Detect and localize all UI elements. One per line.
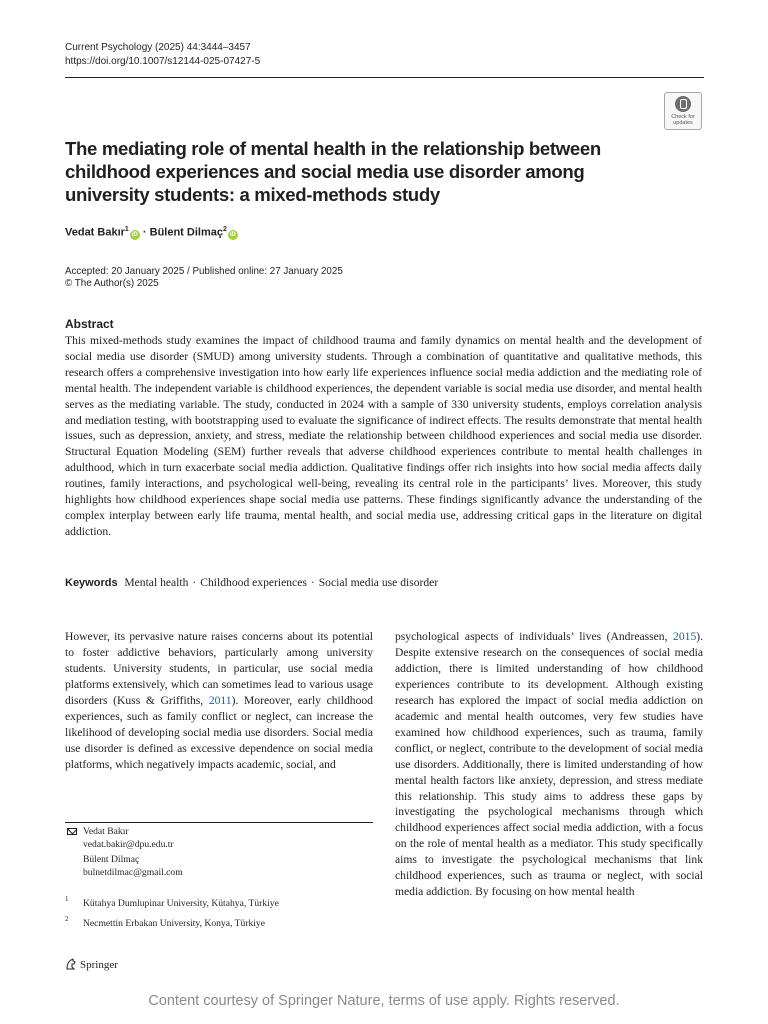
affiliation-text: Kütahya Dumlupinar University, Kütahya, Türkiye — [83, 898, 279, 909]
keyword[interactable]: Mental health — [124, 576, 189, 589]
publisher-logo — [65, 958, 118, 971]
author-list — [65, 226, 238, 240]
corresponding-author: Vedat Bakır — [83, 826, 129, 837]
keywords-label: Keywords — [65, 577, 118, 589]
affiliation-marker: 2 — [222, 226, 227, 233]
abstract-text: This mixed-methods study examines the impact of childhood trauma and family dynamics on mental health and the development of social media use disorder (SMUD) among university students. Through a combination of quantitative and qualitative methods, this research offers a comprehensive investigation into how early life experiences influence social media addiction and the mediating role of mental health. The independent variable is childhood experiences, the dependent variable is social media use disorder, and mental health serves as the mediating variable. The study, conducted in 2024 with a sample of 330 university students, employs correlation analysis and mediation testing, with bootstrapping used to evaluate the significance of indirect effects. The results demonstrate that mental health issues, such as depression, anxiety, and stress, mediate the relationship between childhood experiences and social media use disorder. Structural Equation Modeling (SEM) further reveals that adverse childhood experiences contribute to mental health challenges in adulthood, which in turn exacerbate social media addiction. Qualitative findings offer rich insights into how social media affects daily routines, family interactions, and psychological well-being, revealing its central role in the participants’ lives. Moreover, this study highlights how childhood experiences shape social media use patterns. These findings significantly advance the understanding of the complex interplay between early life trauma, mental health, and social media use, addressing critical gaps in the literature on digital addiction. — [65, 334, 702, 538]
keyword-separator: · — [192, 576, 197, 589]
author-separator: · — [142, 226, 147, 239]
publisher-name: Springer — [80, 959, 118, 971]
dates-line: Accepted: 20 January 2025 / Published online: 27 January 2025 — [65, 266, 343, 277]
header-divider — [65, 77, 704, 78]
footnote-divider — [65, 822, 373, 823]
affiliation-number: 1 — [65, 895, 69, 903]
citation-link[interactable]: 2011 — [208, 693, 232, 707]
affiliation-text: Necmettin Erbakan University, Konya, Türkiye — [83, 918, 265, 929]
body-column-right: psychological aspects of individuals’ lives (Andreassen, 2015). Despite extensive research on the consequences of social media addiction, there is limited understanding of how childhood experiences contribute to its development. Although existing research has explored the impact of social media addiction on academic and mental health outcomes, very few studies have examined how childhood experiences, such as trauma, family conflict, or neglect, contribute to the development of social media use disorders. Additionally, there is limited understanding of how mental health factors like anxiety, depression, and stress mediate this relationship. This study aims to address these gaps by investigating the psychological mechanisms through which childhood experiences affect social media addiction, with a focus on the role of mental health as a mediator. This study specifically aims to investigate the psychological mechanisms that link childhood experiences, such as trauma or neglect, with social media addiction. By focusing on how mental health — [395, 630, 703, 899]
keyword[interactable]: Childhood experiences — [200, 576, 307, 589]
keyword[interactable]: Social media use disorder — [318, 576, 439, 589]
article-title: The mediating role of mental health in the relationship between childhood experiences and social media use disorder among university students: a mixed-methods study — [65, 138, 601, 205]
body-column-left: However, its pervasive nature raises concerns about its potential to foster addictive behaviors, particularly among university students. University students, in particular, use social media platforms extensively, which can sometimes lead to various usage disorders (Kuss & Griffiths, 2011). Moreover, early childhood experiences, such as family conflict or neglect, can increase the likelihood of developing social media use disorders. Social media use disorder is defined as excessive dependence on social media platforms, which negatively impacts academic, social, and — [65, 630, 373, 771]
author-name[interactable]: Bülent Dilmaç — [149, 226, 223, 239]
affiliation-number: 2 — [65, 915, 69, 923]
courtesy-notice: Content courtesy of Springer Nature, terms of use apply. Rights reserved. — [148, 993, 620, 1009]
check-for-updates-badge[interactable] — [664, 92, 702, 130]
springer-horse-icon — [65, 958, 77, 970]
journal-header — [65, 41, 465, 69]
abstract-heading: Abstract — [65, 317, 114, 331]
orcid-icon[interactable]: iD — [131, 231, 138, 238]
author-email[interactable]: vedat.bakir@dpu.edu.tr — [83, 838, 174, 850]
envelope-icon — [67, 828, 77, 835]
doi-link[interactable]: https://doi.org/10.1007/s12144-025-07427-5 — [65, 56, 261, 67]
affiliation-marker: 1 — [124, 226, 129, 233]
publication-dates — [65, 266, 343, 290]
keyword-separator: · — [310, 576, 315, 589]
author-name[interactable]: Vedat Bakır — [65, 226, 125, 239]
copyright-line: © The Author(s) 2025 — [65, 278, 159, 289]
badge-label: Check for updates — [671, 114, 695, 126]
corresponding-author: Bülent Dilmaç — [83, 854, 140, 865]
orcid-icon[interactable]: iD — [229, 231, 236, 238]
citation-link[interactable]: 2015 — [673, 630, 697, 643]
keywords — [65, 576, 438, 589]
journal-citation: Current Psychology (2025) 44:3444–3457 — [65, 42, 251, 53]
bookmark-icon — [675, 96, 691, 112]
author-email[interactable]: bulnetdilmac@gmail.com — [83, 866, 183, 878]
